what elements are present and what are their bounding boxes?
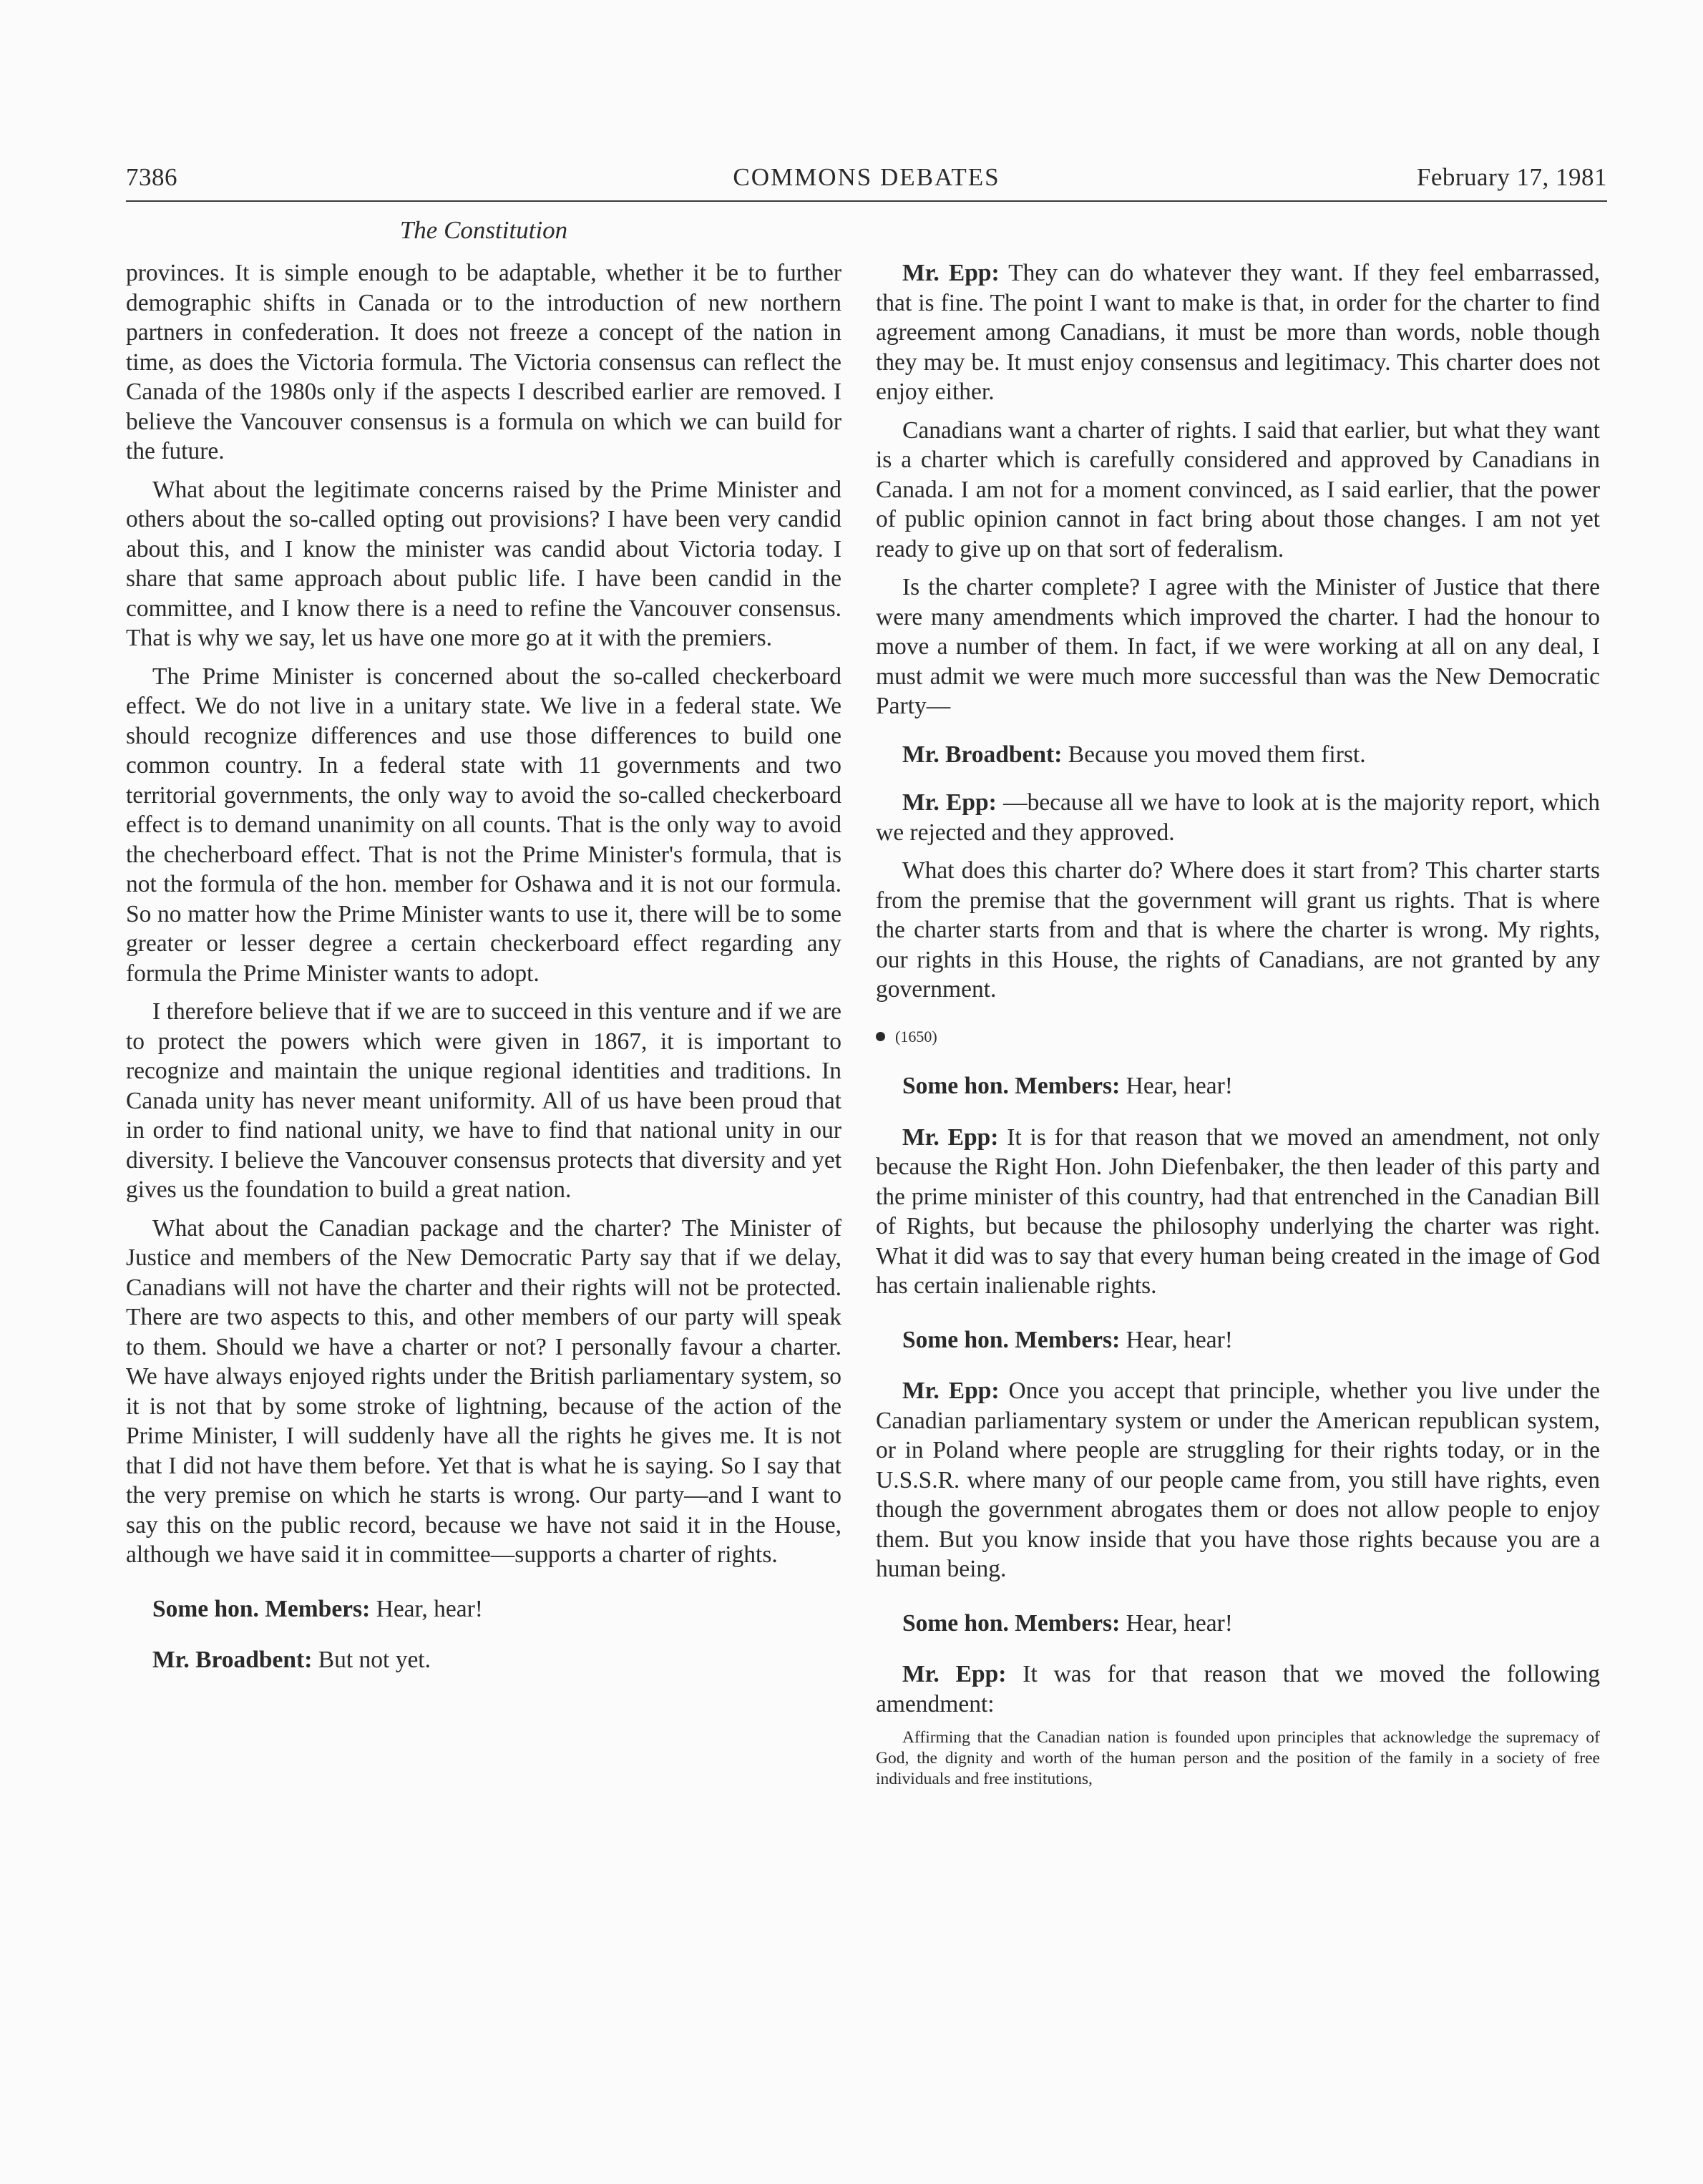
paragraph: provinces. It is simple enough to be adaptable, whether it be to further demographic shifts in Canada or to the introduction of new northern partners in confederation. It does not freeze a concept of the nation in time, as does the Victoria formula. The Victoria consensus can reflect the Canada of the 1980s only if the aspects I described earlier are removed. I believe the Vancouver consensus is a formula on which we can build for the future. xyxy=(126,260,841,464)
interjection xyxy=(876,1609,1600,1639)
publication-date: February 17, 1981 xyxy=(1416,163,1607,191)
speaker-name: Some hon. Members: xyxy=(902,1326,1121,1353)
speaker-name: Mr. Epp: xyxy=(902,1378,1000,1404)
speaker-name: Mr. Broadbent: xyxy=(152,1647,313,1673)
speaker-name: Mr. Broadbent: xyxy=(902,741,1063,768)
speech-text: Hear, hear! xyxy=(370,1595,483,1622)
speech-text: It is for that reason that we moved an amendment, not only because the Right Hon. John Diefenbaker, the then leader of this party and the prime minister of this country, had that entrenched in the Canadian Bill of Rights, but because the philosophy underlying the charter was right. What it did was to say that every human being created in the image of God has certain inalienable rights. xyxy=(876,1123,1600,1299)
bullet-icon xyxy=(876,1032,885,1041)
time-marker xyxy=(876,1022,1600,1052)
speech-text: They can do whatever they want. If they feel embarrassed, that is fine. The point I want to make is that, in order for the charter to find agreement among Canadians, it must be more than words, noble though they may be. It must enjoy consensus and legitimacy. This charter does not enjoy either. xyxy=(876,260,1600,405)
publication-title: COMMONS DEBATES xyxy=(733,163,1000,191)
page-header xyxy=(126,163,1607,202)
speaker-name: Mr. Epp: xyxy=(902,1123,999,1151)
speaker-name: Mr. Epp: xyxy=(902,1661,1007,1687)
speech-text: But not yet. xyxy=(312,1647,431,1673)
speech-text: Once you accept that principle, whether you live under the Canadian parliamentary system or under the American republican system, or in Poland where people are struggling for their rights today, or in the U.S.S.R. where many of our people came from, you still have rights, even though the government abrogates them or does not allow people to enjoy them. But you know inside that you have those rights because you are a human being. xyxy=(876,1378,1600,1582)
speech-text: Hear, hear! xyxy=(1120,1609,1233,1637)
paragraph: I therefore believe that if we are to succeed in this venture and if we are to protect the powers which were given in 1867, it is important to recognize and maintain the unique regional identities and traditions. In Canada unity has never meant uniformity. All of us have been proud that in order to find national unity, we have to find that national unity in our diversity. I believe the Vancouver consensus protects that diversity and yet gives us the foundation to build a great nation. xyxy=(126,998,841,1203)
page-number: 7386 xyxy=(126,163,177,191)
speech xyxy=(876,1376,1600,1584)
speech xyxy=(876,1659,1600,1719)
speaker-name: Mr. Epp: xyxy=(902,789,997,816)
paragraph: What does this charter do? Where does it start from? This charter starts from the premise that the government will grant us rights. That is where the charter starts from and that is where the charter is wrong. My rights, our rights in this House, the rights of Canadians, are not granted by any government. xyxy=(876,857,1600,1003)
speaker-name: Mr. Epp: xyxy=(902,260,1000,286)
paragraph: What about the Canadian package and the charter? The Minister of Justice and members of the New Democratic Party say that if we delay, Canadians will not have the charter and their rights will not be protected. There are two aspects to this, and other members of our party will speak to them. Should we have a charter or not? I personally favour a charter. We have always enjoyed rights under the British parliamentary system, so it is not that by some stroke of lightning, because of the action of the Prime Minister, I will suddenly have all the rights he gives me. It is not that I did not have them before. Yet that is what he is saying. So I say that the very premise on which he starts is wrong. Our party—and I want to say this on the public record, because we have not said it in the House, although we have said it in committee—supports a charter of rights. xyxy=(126,1214,841,1568)
speaker-name: Some hon. Members: xyxy=(152,1595,371,1622)
time-marker-text: (1650) xyxy=(895,1027,937,1045)
section-title: The Constitution xyxy=(399,216,568,244)
right-column xyxy=(876,258,1600,1798)
speaker-name: Some hon. Members: xyxy=(902,1609,1121,1637)
paragraph: What about the legitimate concerns raised by the Prime Minister and others about the so-called opting out provisions? I have been very candid about this, and I know the minister was candid about Victoria today. I share that same approach about public life. I have been candid in the committee, and I know there is a need to refine the Vancouver consensus. That is why we say, let us have one more go at it with the premiers. xyxy=(126,476,841,651)
left-column xyxy=(126,258,841,1697)
speech-text: Because you moved them first. xyxy=(1062,741,1366,768)
interjection xyxy=(126,1594,841,1624)
speech-text: —because all we have to look at is the majority report, which we rejected and they approved. xyxy=(876,789,1600,846)
interjection xyxy=(126,1645,841,1675)
interjection xyxy=(876,1071,1600,1101)
speech-text: Hear, hear! xyxy=(1120,1073,1233,1099)
amendment-quote: Affirming that the Canadian nation is founded upon principles that acknowledge the supremacy of God, the dignity and worth of the human person and the position of the family in a society of free individuals and free institutions, xyxy=(876,1728,1600,1788)
speech-text: It was for that reason that we moved the following amendment: xyxy=(876,1661,1600,1717)
interjection xyxy=(876,1325,1600,1355)
speech xyxy=(876,258,1600,407)
speech xyxy=(876,1123,1600,1301)
speaker-name: Some hon. Members: xyxy=(902,1073,1121,1099)
speech xyxy=(876,740,1600,770)
speech xyxy=(876,788,1600,847)
paragraph: The Prime Minister is concerned about the so-called checkerboard effect. We do not live in a unitary state. We live in a federal state. We should recognize differences and use those differences to build one common country. In a federal state with 11 governments and two territorial governments, the only way to avoid the so-called checkerboard effect is to demand unanimity on all counts. That is the only way to avoid the checherboard effect. That is not the Prime Minister's formula, that is not the formula of the hon. member for Oshawa and it is not our formula. So no matter how the Prime Minister wants to use it, there will be to some greater or lesser degree a certain checkerboard effect regarding any formula the Prime Minister wants to adopt. xyxy=(126,663,841,987)
paragraph: Canadians want a charter of rights. I said that earlier, but what they want is a charter which is carefully considered and approved by Canadians in Canada. I am not for a moment convinced, as I said earlier, that the power of public opinion cannot in fact bring about those changes. I am not yet ready to give up on that sort of federalism. xyxy=(876,416,1600,562)
paragraph: Is the charter complete? I agree with the Minister of Justice that there were many amendments which improved the charter. I had the honour to move a number of them. In fact, if we were working at all on any deal, I must admit we were much more successful than was the New Democratic Party— xyxy=(876,574,1600,719)
speech-text: Hear, hear! xyxy=(1120,1326,1233,1353)
